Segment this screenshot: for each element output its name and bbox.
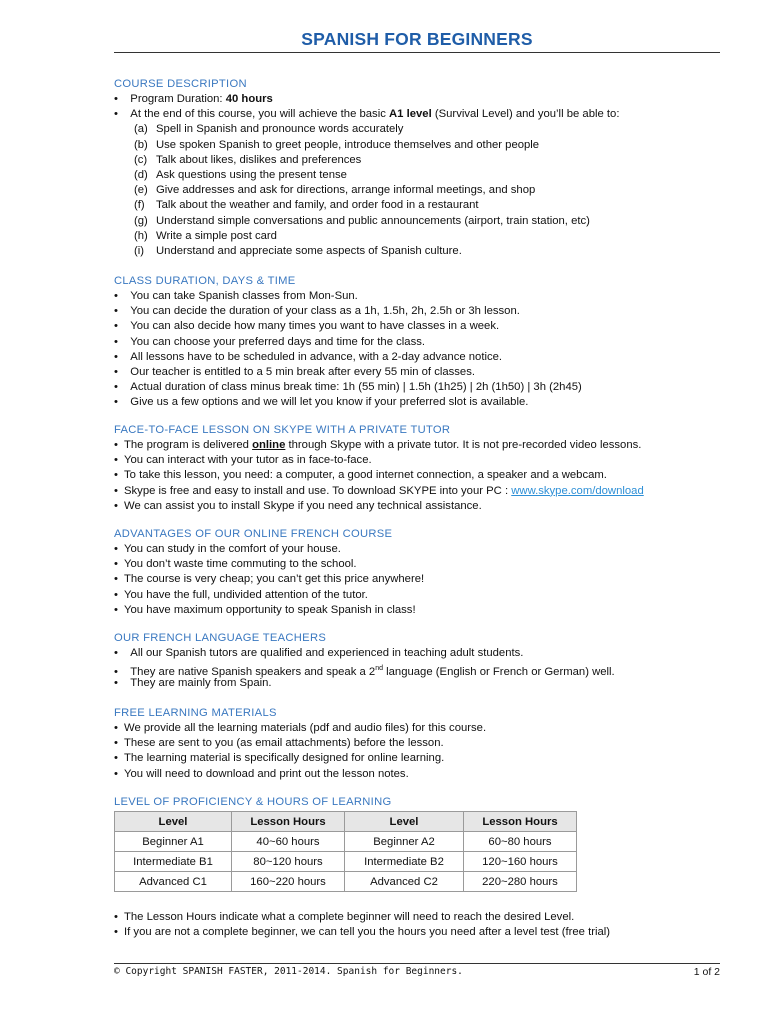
bullet: • [114,737,118,750]
list-item-text: You can also decide how many times you want to have classes in a week. [130,320,500,333]
sub-item-text: Spell in Spanish and pronounce words accurately [156,123,404,136]
bullet: • [114,305,118,318]
list-item: • The Lesson Hours indicate what a complete beginner will need to reach the desired Level. [114,911,575,923]
table-cell: Advanced C2 [345,872,464,892]
table-row [115,872,577,892]
bullet: • [114,350,118,363]
sub-list-item [114,198,720,213]
bullet: • [114,543,118,555]
sub-item-text: Talk about the weather and family, and order food in a restaurant [156,199,479,212]
list-item [114,289,720,304]
section-heading: CLASS DURATION, DAYS & TIME [114,275,296,287]
table-cell: Advanced C1 [115,872,232,892]
list-item-text: These are sent to you (as email attachments) before the lesson. [124,737,444,750]
materials-section [114,706,720,782]
list-item: • They are native Spanish speakers and speak a 2nd language (English or French or German) well. [114,665,615,678]
sub-list-item [114,214,720,229]
column-header: Lesson Hours [232,812,345,832]
list-item: • The program is delivered online through Skype with a private tutor. It is not pre-recorded video lessons. [114,439,642,451]
list-item: • You can interact with your tutor as in face-to-face. [114,454,372,467]
column-header: Lesson Hours [464,812,577,832]
section-heading: LEVEL OF PROFICIENCY & HOURS OF LEARNING [114,796,392,808]
bullet: • [114,320,118,333]
sub-item-label: (h) [134,229,148,242]
page-title: SPANISH FOR BEGINNERS [301,29,533,49]
skype-section [114,423,720,514]
bullet: • [114,588,118,601]
list-item: • We can assist you to install Skype if you need any technical assistance. [114,499,482,512]
advantages-section [114,527,720,618]
notes-section [114,910,720,940]
list-item-text: Our teacher is entitled to a 5 min break after every 55 min of classes. [130,365,475,378]
list-item: • Program Duration: 40 hours [114,93,273,105]
sub-item-label: (b) [134,138,148,151]
bullet: • [114,290,118,302]
table-cell: 160~220 hours [232,872,345,892]
sub-item-label: (c) [134,153,148,166]
list-item [114,542,720,557]
list-item [114,588,720,603]
table-cell: Intermediate B1 [115,852,232,872]
bullet: • [114,722,118,734]
skype-download-link[interactable]: www.skype.com/download [511,484,644,497]
section-heading: ADVANTAGES OF OUR ONLINE FRENCH COURSE [114,528,393,540]
list-item-text: You have the full, undivided attention of the tutor. [124,588,368,601]
sub-item-text: Understand simple conversations and public announcements (airport, train station, etc) [156,214,590,227]
list-item [114,365,720,380]
list-item [114,557,720,572]
list-item [114,335,720,350]
sub-list-item [114,229,720,244]
sub-item-label: (d) [134,168,148,181]
list-item [114,319,720,334]
list-item [114,304,720,319]
footer-divider [114,963,720,964]
sub-item-label: (a) [134,123,148,136]
table-header-row [115,812,577,832]
list-item-text: The learning material is specifically designed for online learning. [124,752,445,765]
list-item-text: You can study in the comfort of your house. [124,543,341,555]
table-cell: 60~80 hours [464,832,577,852]
proficiency-section [114,795,720,810]
list-item-text: Give us a few options and we will let you know if your preferred slot is available. [130,396,529,409]
sub-item-text: Understand and appreciate some aspects of Spanish culture. [156,244,462,257]
list-item: • They are mainly from Spain. [114,677,272,690]
sub-item-text: Talk about likes, dislikes and preferences [156,153,362,166]
table-cell: Intermediate B2 [345,852,464,872]
section-heading: FACE-TO-FACE LESSON ON SKYPE WITH A PRIVATE TUTOR [114,424,451,436]
list-item-text: The course is very cheap; you can’t get this price anywhere! [124,573,425,586]
table-cell: 120~160 hours [464,852,577,872]
bullet: • [114,752,118,765]
list-item [114,603,720,618]
sub-item-label: (e) [134,184,148,197]
table-cell: Beginner A1 [115,832,232,852]
bullet: • [114,365,118,378]
list-item-text: You can decide the duration of your class as a 1h, 1.5h, 2h, 2.5h or 3h lesson. [130,305,520,318]
sub-item-label: (i) [134,244,145,257]
sub-item-text: Ask questions using the present tense [156,168,347,181]
list-item [114,751,720,766]
sub-item-text: Write a simple post card [156,229,277,242]
table-cell: 220~280 hours [464,872,577,892]
list-item: • All our Spanish tutors are qualified and experienced in teaching adult students. [114,647,524,659]
list-item: • At the end of this course, you will achieve the basic A1 level (Survival Level) and you’ll be able to: [114,108,620,121]
list-item [114,380,720,395]
bullet: • [114,558,118,571]
column-header: Level [115,812,232,832]
class-duration-section [114,274,720,411]
list-item [114,767,720,782]
bullet: • [114,573,118,586]
sub-item-text: Use spoken Spanish to greet people, introduce themselves and other people [156,138,540,151]
bullet: • [114,603,118,616]
list-item-text: You will need to download and print out the lesson notes. [124,767,409,780]
list-item [114,721,720,736]
sub-item-label: (g) [134,214,148,227]
bullet: • [114,335,118,348]
page-number: 1 of 2 [693,966,720,978]
list-item: • To take this lesson, you need: a computer, a good internet connection, a speaker and a webcam. [114,469,607,482]
sub-list-item [114,168,720,183]
table-cell: 80~120 hours [232,852,345,872]
bullet: • [114,381,118,394]
sub-list-item [114,183,720,198]
list-item-text: You can choose your preferred days and time for the class. [130,335,426,348]
sub-item-label: (f) [134,199,145,212]
list-item [114,395,720,410]
section-heading: COURSE DESCRIPTION [114,78,247,90]
teachers-section [114,631,720,692]
table-cell: Beginner A2 [345,832,464,852]
list-item-text: Actual duration of class minus break time: 1h (55 min) | 1.5h (1h25) | 2h (1h50) | 3h (2h45) [130,381,582,394]
list-item-text: We provide all the learning materials (pdf and audio files) for this course. [124,722,487,734]
sub-list-item [114,153,720,168]
sub-list-item [114,138,720,153]
copyright-footer: © Copyright SPANISH FASTER, 2011-2014. Spanish for Beginners. [114,966,463,977]
table-cell: 40~60 hours [232,832,345,852]
section-heading: OUR FRENCH LANGUAGE TEACHERS [114,632,327,644]
list-item-text: You have maximum opportunity to speak Spanish in class! [124,603,416,616]
list-item: • Skype is free and easy to install and use. To download SKYPE into your PC : www.skype.com/download [114,484,644,497]
list-item: • If you are not a complete beginner, we can tell you the hours you need after a level test (free trial) [114,926,611,939]
column-header: Level [345,812,464,832]
sub-list-item [114,122,720,137]
list-item-text: You don’t waste time commuting to the school. [124,558,357,571]
table-row [115,832,577,852]
table-row [115,852,577,872]
title-divider [114,52,720,53]
bullet: • [114,396,118,409]
list-item-text: All lessons have to be scheduled in advance, with a 2-day advance notice. [130,350,503,363]
section-heading: FREE LEARNING MATERIALS [114,707,277,719]
list-item [114,572,720,587]
sub-list-item [114,244,720,259]
course-description-section [114,77,720,259]
list-item [114,736,720,751]
sub-item-text: Give addresses and ask for directions, arrange informal meetings, and shop [156,184,536,197]
list-item [114,350,720,365]
bullet: • [114,767,118,780]
proficiency-table [114,811,577,892]
list-item-text: You can take Spanish classes from Mon-Sun. [130,290,358,302]
